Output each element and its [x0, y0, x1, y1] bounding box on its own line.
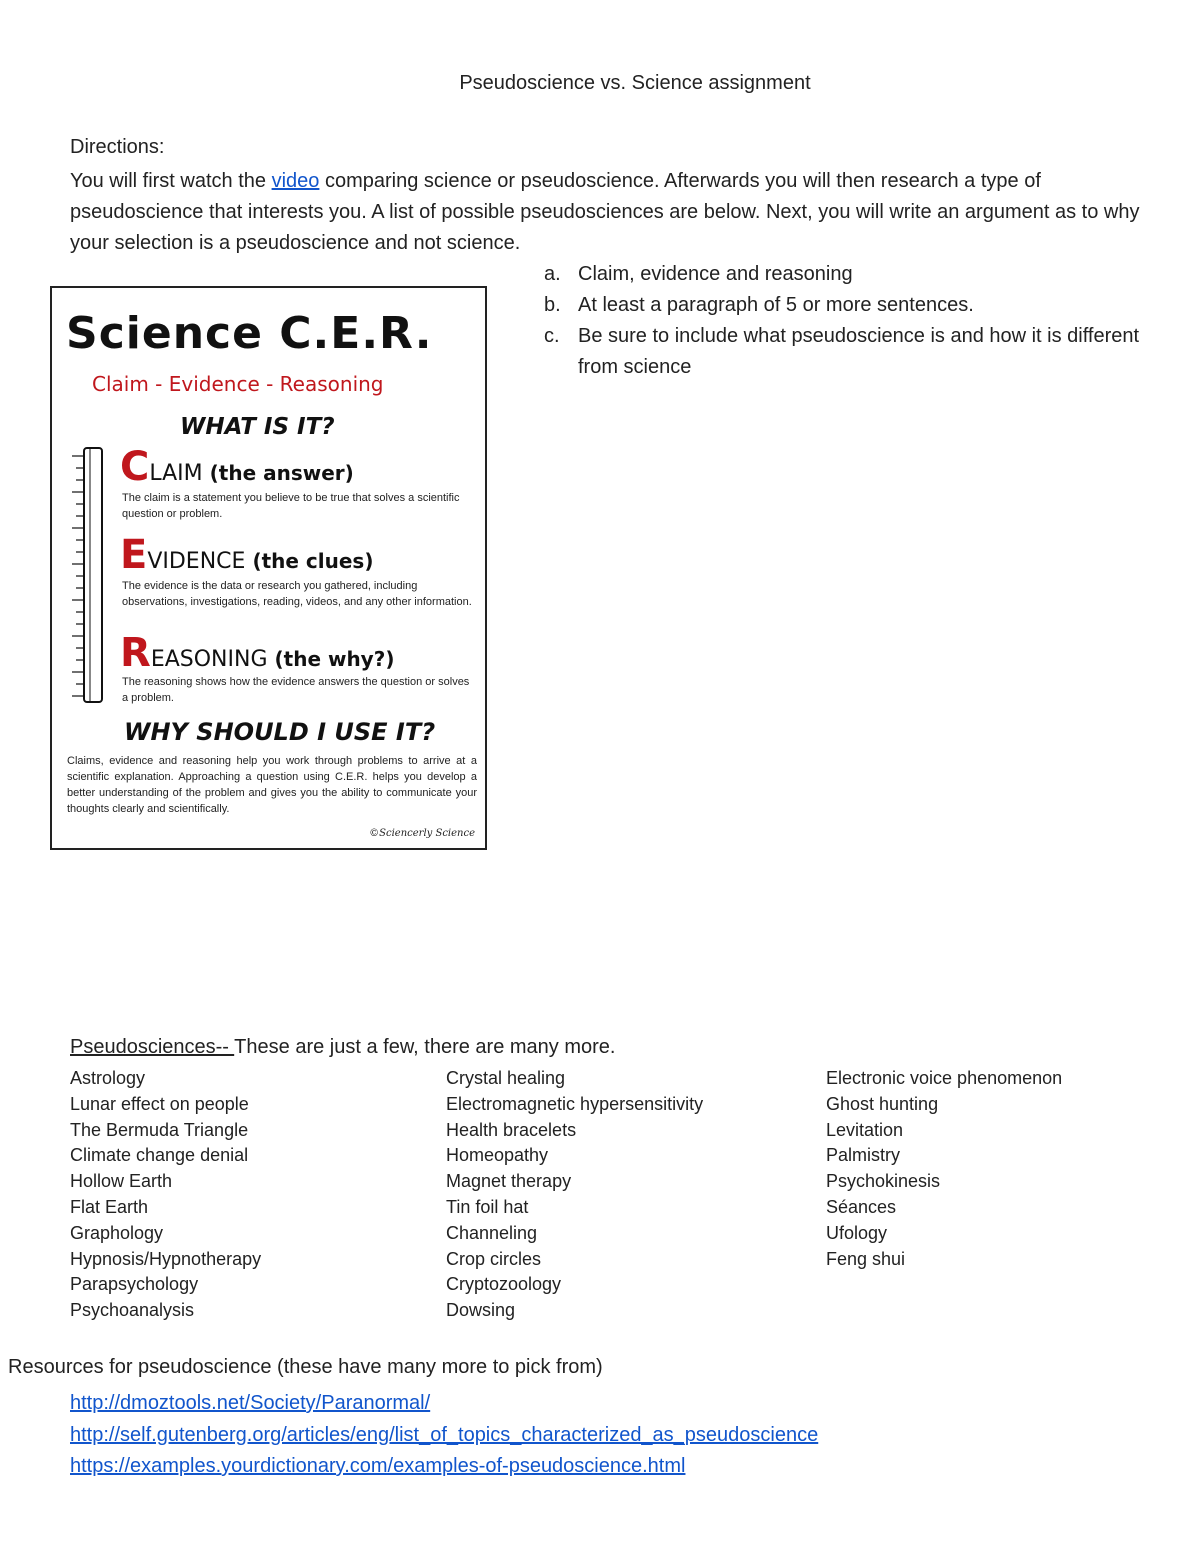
document-title: Pseudoscience vs. Science assignment [459, 72, 811, 94]
reasoning-rest: EASONING [150, 647, 268, 672]
list-item: Homeopathy [446, 1145, 549, 1166]
list-item: Crystal healing [446, 1068, 566, 1088]
poster-title: Science C.E.R. [66, 308, 433, 359]
directions-label: Directions: [70, 136, 165, 158]
list-item: Psychoanalysis [70, 1300, 195, 1321]
claim-rest: LAIM [149, 461, 203, 486]
reasoning-letter: R [120, 630, 151, 676]
list-item: Electromagnetic hypersensitivity [446, 1093, 704, 1114]
pseudoscience-column-3 [826, 1066, 1062, 1272]
list-item: Tin foil hat [446, 1196, 529, 1217]
list-item: Psychokinesis [826, 1171, 941, 1192]
list-item: Ufology [826, 1222, 888, 1243]
evidence-rest: VIDENCE [147, 549, 246, 574]
poster-why-text: Claims, evidence and reasoning help you work through problems to arrive at a scientific explanation. Approaching a question using C.E.R. helps you develop a better understanding of the problem and gives you the ability to communicate your thoughts clearly and scientifically. [67, 755, 477, 815]
list-item: Palmistry [826, 1145, 901, 1166]
pseudosciences-heading-underlined: Pseudosciences-- [70, 1036, 235, 1058]
reasoning-heading [120, 630, 394, 676]
evidence-letter: E [120, 532, 148, 578]
list-item: Magnet therapy [446, 1171, 572, 1192]
pseudosciences-heading [70, 1036, 615, 1059]
evidence-heading [120, 532, 373, 578]
list-item: Dowsing [446, 1300, 516, 1321]
list-item: Séances [826, 1196, 897, 1217]
requirement-item [544, 321, 1144, 383]
requirement-marker: c. [544, 325, 560, 347]
list-item: Lunar effect on people [70, 1093, 249, 1114]
resource-link-dmoztools[interactable]: http://dmoztools.net/Society/Paranormal/ [70, 1392, 431, 1414]
claim-description: The claim is a statement you believe to be true that solves a scientific question or problem. [122, 492, 460, 520]
pseudoscience-column-2 [446, 1066, 703, 1324]
claim-letter: C [120, 444, 150, 490]
directions-text-end: comparing science or pseudoscience. Afterwards you will then research a type of pseudoscience that interests you. A list of possible pseudosciences are below. Next, you will write an argument as to why your selection is a pseudoscience and not science. [70, 170, 1140, 254]
list-item: Astrology [70, 1068, 146, 1088]
requirement-marker: a. [544, 263, 561, 285]
poster-credit: ©Sciencerly Science [369, 828, 475, 839]
list-item: Hollow Earth [70, 1171, 173, 1192]
poster-subtitle: Claim - Evidence - Reasoning [92, 372, 384, 396]
claim-paren: (the answer) [209, 461, 354, 485]
list-item: Parapsychology [70, 1274, 199, 1295]
requirement-item [544, 259, 1144, 290]
evidence-paren: (the clues) [252, 549, 374, 573]
list-item: Feng shui [826, 1248, 906, 1269]
requirement-item [544, 290, 1144, 321]
list-item: Cryptozoology [446, 1274, 562, 1295]
requirement-text: At least a paragraph of 5 or more sentences. [578, 294, 974, 316]
directions-paragraph [70, 166, 1140, 259]
reasoning-paren: (the why?) [274, 647, 395, 671]
list-item: Channeling [446, 1222, 538, 1243]
ruler-icon [70, 446, 106, 706]
list-item: Graphology [70, 1222, 164, 1243]
poster-what-is-it: WHAT IS IT? [180, 414, 335, 440]
resource-link-gutenberg[interactable]: http://self.gutenberg.org/articles/eng/list_of_topics_characterized_as_pseudoscience [70, 1423, 819, 1446]
poster-why-heading: WHY SHOULD I USE IT? [124, 718, 436, 746]
reasoning-description: The reasoning shows how the evidence answers the question or solves a problem. [122, 676, 470, 704]
claim-heading [120, 444, 354, 490]
pseudosciences-heading-rest: These are just a few, there are many more. [234, 1036, 616, 1058]
list-item: Flat Earth [70, 1196, 149, 1217]
list-item: Climate change denial [70, 1145, 249, 1166]
evidence-description: The evidence is the data or research you gathered, including observations, investigations, reading, videos, and any other information. [122, 580, 472, 608]
list-item: The Bermuda Triangle [70, 1119, 249, 1140]
requirement-text: Be sure to include what pseudoscience is and how it is different from science [578, 325, 1140, 378]
requirements-list [544, 259, 1144, 383]
requirement-text: Claim, evidence and reasoning [578, 263, 853, 285]
requirement-marker: b. [544, 294, 561, 316]
resource-link-yourdictionary[interactable]: https://examples.yourdictionary.com/examples-of-pseudoscience.html [70, 1455, 686, 1477]
pseudoscience-column-1 [70, 1066, 261, 1324]
list-item: Crop circles [446, 1248, 542, 1269]
directions-text-start: You will first watch the [70, 170, 272, 192]
resources-title: Resources for pseudoscience (these have many more to pick from) [8, 1356, 603, 1378]
video-link[interactable]: video [271, 170, 320, 192]
list-item: Electronic voice phenomenon [826, 1068, 1063, 1088]
list-item: Levitation [826, 1119, 904, 1140]
list-item: Health bracelets [446, 1119, 577, 1140]
list-item: Ghost hunting [826, 1093, 939, 1114]
list-item: Hypnosis/Hypnotherapy [70, 1248, 262, 1269]
cer-poster [50, 286, 487, 850]
resources-links [70, 1388, 818, 1483]
